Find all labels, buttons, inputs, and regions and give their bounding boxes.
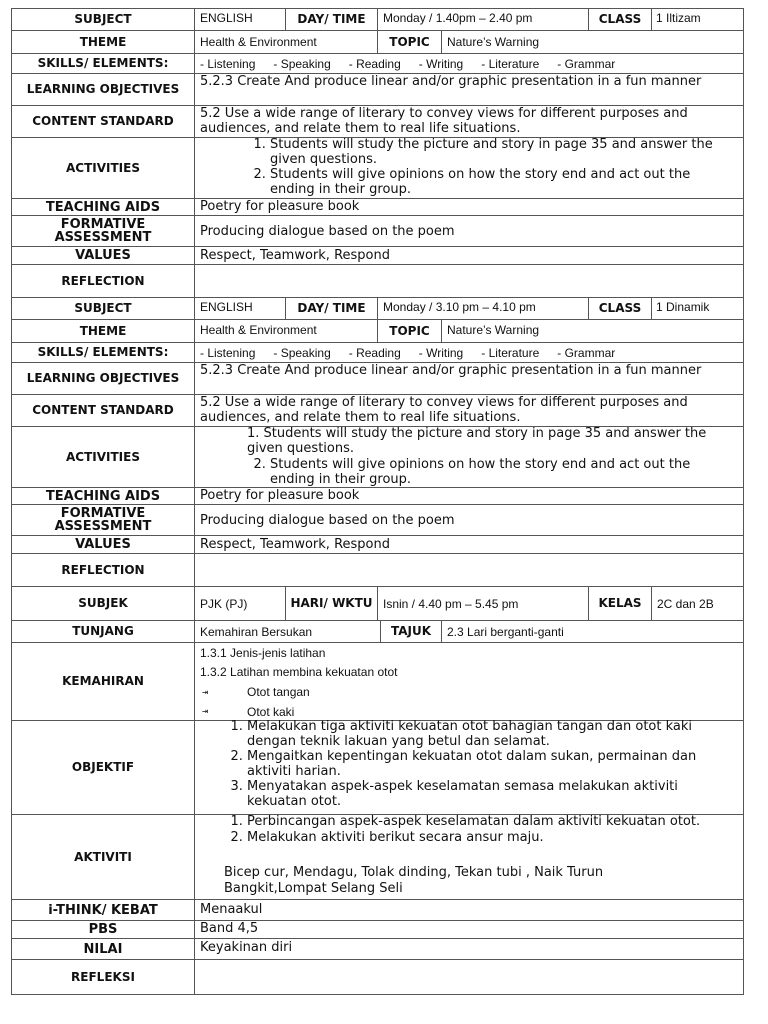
list-item: 2. Students will give opinions on how the story end and act out the ending in their group. — [270, 167, 736, 197]
nilai-label: NILAI — [83, 941, 123, 957]
kemahiran-item: 1.3.1 Jenis-jenis latihan — [200, 646, 326, 660]
aids-value: Poetry for pleasure book — [200, 199, 360, 214]
skill-item: - Writing — [418, 346, 464, 360]
activities-label: ACTIVITIES — [66, 449, 140, 464]
aids-value: Poetry for pleasure book — [200, 488, 360, 503]
aids-label: TEACHING AIDS — [45, 488, 161, 504]
skill-item: - Literature — [481, 57, 540, 71]
daytime-label: DAY/ TIME — [297, 301, 366, 315]
list-item: 2. Mengaitkan kepentingan kekuatan otot dalam sukan, permainan dan aktiviti harian. — [247, 749, 727, 779]
tajuk-label: TAJUK — [390, 624, 432, 638]
theme-label: THEME — [79, 323, 127, 338]
topic-label: TOPIC — [389, 323, 430, 338]
reflection-label: REFLECTION — [61, 273, 145, 288]
values-value: Respect, Teamwork, Respond — [200, 248, 390, 263]
arrow-bullet-icon: ⇥ — [202, 706, 209, 717]
values-label: VALUES — [75, 248, 131, 263]
subjek-label: SUBJEK — [78, 596, 128, 610]
daytime-value: Monday / 1.40pm – 2.40 pm — [383, 11, 533, 25]
skill-item: - Grammar — [557, 57, 616, 71]
topic-value: Nature’s Warning — [447, 323, 540, 337]
skill-item: - Literature — [481, 346, 540, 360]
hari-value: Isnin / 4.40 pm – 5.45 pm — [383, 597, 519, 611]
fa-label: FORMATIVE ASSESSMENT — [54, 217, 152, 245]
lo-value: 5.2.3 Create And produce linear and/or graphic presentation in a fun manner — [200, 74, 702, 89]
list-item: 2. Students will give opinions on how the story end and act out the ending in their group. — [270, 457, 736, 487]
list-item: 2. Melakukan aktiviti berikut secara ansur maju. — [247, 830, 727, 846]
kelas-value: 2C dan 2B — [657, 597, 714, 611]
lo-label: LEARNING OBJECTIVES — [26, 371, 180, 385]
values-value: Respect, Teamwork, Respond — [200, 537, 390, 552]
theme-label: THEME — [79, 34, 127, 49]
objektif-list — [247, 719, 727, 809]
reflection-field[interactable] — [195, 265, 743, 297]
cs-label: CONTENT STANDARD — [32, 114, 174, 128]
activities-list — [270, 457, 736, 487]
class-value: 1 Dinamik — [656, 300, 710, 314]
pbs-label: PBS — [88, 922, 118, 937]
cs-value: 5.2 Use a wide range of literary to convey views for different purposes and audiences, and relate them to real life situations. — [200, 395, 688, 425]
skill-item: - Listening — [200, 346, 256, 360]
fa-value: Producing dialogue based on the poem — [200, 224, 455, 239]
subject-value: ENGLISH — [200, 11, 253, 25]
fa-value: Producing dialogue based on the poem — [200, 513, 455, 528]
pbs-value: Band 4,5 — [200, 921, 259, 936]
class-label: CLASS — [598, 301, 642, 315]
arrow-bullet-icon: ⇥ — [202, 687, 209, 698]
skill-item: - Speaking — [273, 57, 331, 71]
refleksi-label: REFLEKSI — [71, 969, 135, 984]
theme-value: Health & Environment — [200, 323, 317, 337]
skill-item: - Writing — [418, 57, 464, 71]
refleksi-field[interactable] — [195, 960, 743, 994]
skills-list — [200, 346, 633, 360]
topic-value: Nature’s Warning — [447, 35, 540, 49]
lo-label: LEARNING OBJECTIVES — [26, 82, 180, 96]
cs-value: 5.2 Use a wide range of literary to convey views for different purposes and audiences, and relate them to real life situations. — [200, 106, 688, 136]
list-item: 3. Menyatakan aspek-aspek keselamatan semasa melakukan aktiviti kekuatan otot. — [247, 779, 727, 809]
list-item: 1. Students will study the picture and story in page 35 and answer the given questions. — [270, 137, 736, 167]
list-item: 1. Perbincangan aspek-aspek keselamatan dalam aktiviti kekuatan otot. — [247, 814, 727, 830]
tunjang-value: Kemahiran Bersukan — [200, 625, 313, 639]
subject-label: SUBJECT — [74, 12, 132, 26]
theme-value: Health & Environment — [200, 35, 317, 49]
values-label: VALUES — [75, 537, 131, 552]
aids-label: TEACHING AIDS — [45, 199, 161, 215]
activities-label: ACTIVITIES — [66, 160, 140, 175]
list-item: 1. Melakukan tiga aktiviti kekuatan otot bahagian tangan dan otot kaki dengan teknik lakuan yang betul dan selamat. — [247, 719, 727, 749]
activities-list — [270, 137, 736, 197]
lo-value: 5.2.3 Create And produce linear and/or graphic presentation in a fun manner — [200, 363, 702, 378]
hari-label: HARI/ WKTU — [290, 596, 373, 610]
class-label: CLASS — [598, 12, 642, 26]
class-value: 1 Iltizam — [656, 11, 701, 25]
ithink-value: Menaakul — [200, 902, 263, 917]
kemahiran-label: KEMAHIRAN — [62, 674, 144, 688]
reflection-label: REFLECTION — [61, 562, 145, 577]
activity-item: 1. Students will study the picture and story in page 35 and answer the given questions. — [247, 426, 707, 456]
topic-label: TOPIC — [389, 34, 430, 49]
subject-label: SUBJECT — [74, 301, 132, 315]
aktiviti-label: AKTIVITI — [74, 849, 132, 864]
tunjang-label: TUNJANG — [72, 624, 134, 638]
skill-item: - Grammar — [557, 346, 616, 360]
skill-item: - Listening — [200, 57, 256, 71]
kemahiran-item: 1.3.2 Latihan membina kekuatan otot — [200, 665, 398, 679]
cs-label: CONTENT STANDARD — [32, 403, 174, 417]
skill-item: - Speaking — [273, 346, 331, 360]
reflection-field[interactable] — [195, 554, 743, 586]
skill-item: - Reading — [348, 346, 401, 360]
nilai-value: Keyakinan diri — [200, 940, 293, 955]
aktiviti-list — [247, 814, 727, 846]
objektif-label: OBJEKTIF — [71, 760, 135, 774]
subject-value: ENGLISH — [200, 300, 253, 314]
skill-item: - Reading — [348, 57, 401, 71]
kemahiran-sub-item: Otot kaki — [247, 705, 295, 719]
skills-list — [200, 57, 633, 71]
subjek-value: PJK (PJ) — [200, 597, 248, 611]
skills-label: SKILLS/ ELEMENTS: — [37, 56, 169, 70]
fa-label: FORMATIVE ASSESSMENT — [54, 506, 152, 534]
kemahiran-sub-item: Otot tangan — [247, 685, 310, 699]
tajuk-value: 2.3 Lari berganti-ganti — [447, 625, 564, 639]
skills-label: SKILLS/ ELEMENTS: — [37, 345, 169, 359]
aktiviti-extra: Bicep cur, Mendagu, Tolak dinding, Tekan tubi , Naik Turun Bangkit,Lompat Selang Seli — [224, 865, 604, 896]
kelas-label: KELAS — [598, 596, 642, 610]
ithink-label: i-THINK/ KEBAT — [48, 902, 158, 918]
daytime-label: DAY/ TIME — [297, 12, 366, 26]
daytime-value: Monday / 3.10 pm – 4.10 pm — [383, 300, 536, 314]
